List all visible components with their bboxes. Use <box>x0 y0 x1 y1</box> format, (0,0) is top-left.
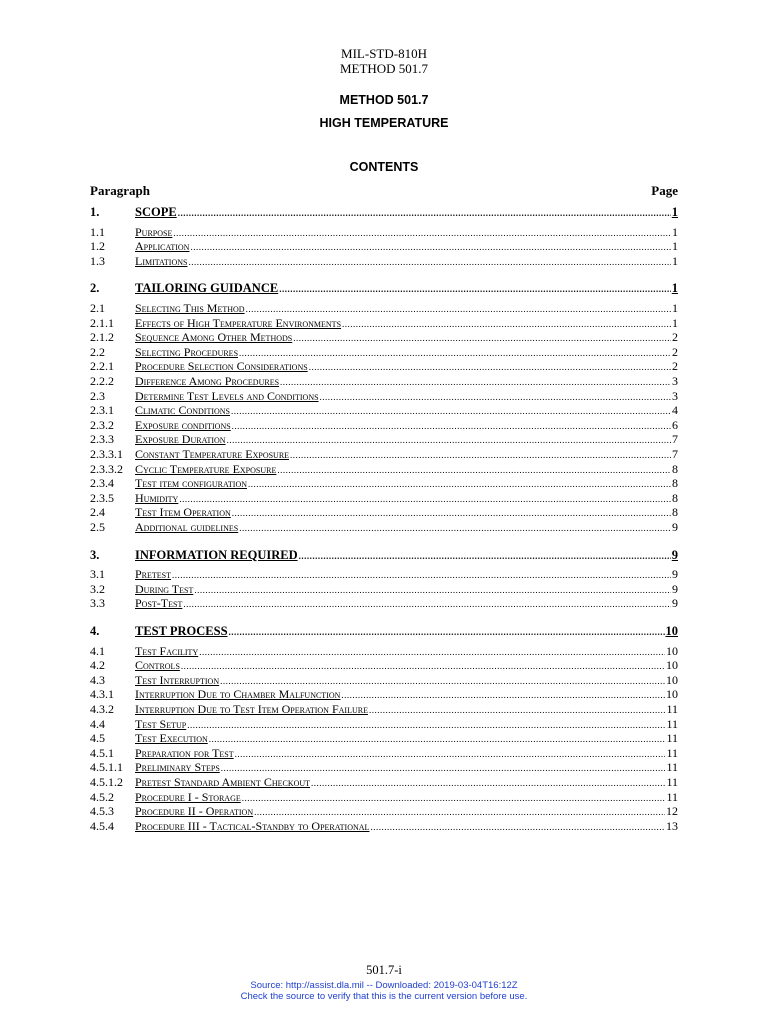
toc-entry-page: 11 <box>666 789 678 804</box>
toc-entry[interactable] <box>90 316 678 331</box>
toc-entry[interactable] <box>90 644 678 659</box>
document-header <box>0 46 768 76</box>
toc-entry-number: 4.3.1 <box>90 687 114 702</box>
toc-entry[interactable] <box>90 702 678 717</box>
toc-entry-title[interactable]: Additional guidelines <box>135 520 239 534</box>
toc-entry-title[interactable]: Sequence Among Other Methods <box>135 330 293 345</box>
toc-entry-title[interactable]: Test item configuration <box>135 476 247 491</box>
toc-entry-page: 2 <box>672 359 678 374</box>
toc-entry-number: 4. <box>90 624 100 638</box>
toc-entry-page: 9 <box>672 581 678 596</box>
toc-entry-page: 13 <box>666 818 678 833</box>
toc-entry-page: 8 <box>672 490 678 505</box>
toc-entry-number: 4.3.2 <box>90 702 114 716</box>
toc-entry-page: 7 <box>672 447 678 461</box>
toc-entry[interactable] <box>90 281 678 296</box>
toc-entry-number: 4.5.1.2 <box>90 775 123 789</box>
toc-entry-number: 2.3.3 <box>90 432 114 447</box>
toc-entry-title[interactable]: During Test <box>135 581 194 596</box>
toc-entry[interactable] <box>90 254 678 269</box>
toc-entry-number: 2. <box>90 281 100 296</box>
toc-entry-page: 1 <box>671 205 678 219</box>
verify-line: Check the source to verify that this is the current version before use. <box>240 991 528 1002</box>
toc-entry-number: 2.4 <box>90 505 105 520</box>
toc-entry-title[interactable]: Purpose <box>135 224 173 239</box>
toc-entry-title[interactable]: TAILORING GUIDANCE <box>135 281 279 296</box>
dot-leader <box>188 255 671 270</box>
toc-entry-page: 2 <box>672 330 678 345</box>
toc-entry-number: 4.5 <box>90 731 105 746</box>
toc-entry-number: 4.5.2 <box>90 789 114 804</box>
toc-entry-number: 1.3 <box>90 253 105 268</box>
toc-entry[interactable] <box>90 731 678 746</box>
toc-entry-number: 2.3.5 <box>90 490 114 505</box>
toc-entry-page: 6 <box>672 417 678 432</box>
toc-entry-number: 2.2.1 <box>90 359 114 374</box>
toc-entry-page: 11 <box>666 716 678 731</box>
toc-entry-title[interactable]: SCOPE <box>135 205 177 219</box>
standard-id: MIL-STD-810H <box>341 46 427 61</box>
toc-entry-title[interactable]: Post-Test <box>135 596 183 611</box>
toc-entry[interactable] <box>90 225 678 240</box>
toc-entry-number: 1.2 <box>90 239 105 254</box>
toc-entry-number: 1.1 <box>90 224 105 239</box>
toc-entry[interactable] <box>90 775 678 790</box>
toc-entry-number: 1. <box>90 205 100 219</box>
toc-entry-page: 2 <box>672 344 678 359</box>
page-number: 501.7-i <box>366 963 402 977</box>
dot-leader <box>183 597 671 612</box>
toc-entry-number: 2.5 <box>90 520 105 534</box>
toc-entry-title[interactable]: Application <box>135 239 190 254</box>
toc-entry-number: 4.5.4 <box>90 818 114 833</box>
toc-entry-page: 11 <box>666 745 678 760</box>
toc-entry-title[interactable]: Interruption Due to Test Item Operation Failure <box>135 702 368 716</box>
toc-entry[interactable] <box>90 548 678 563</box>
toc-entry-number: 2.3 <box>90 388 105 403</box>
toc-entry-title[interactable]: Pretest Standard Ambient Checkout <box>135 775 311 789</box>
toc-entry-page: 9 <box>671 547 678 562</box>
toc-entry-title[interactable]: Exposure conditions <box>135 417 231 432</box>
dot-leader <box>299 549 671 564</box>
subject-title: HIGH TEMPERATURE <box>319 116 449 130</box>
toc-entry[interactable] <box>90 491 678 506</box>
toc-entry[interactable] <box>90 239 678 254</box>
toc-entry-number: 4.5.1 <box>90 745 114 760</box>
toc-entry[interactable] <box>90 205 678 220</box>
toc-entry[interactable] <box>90 819 678 834</box>
toc-entry-title[interactable]: Effects of High Temperature Environments <box>135 315 342 330</box>
toc-entry-title[interactable]: Selecting This Method <box>135 301 245 315</box>
toc-entry-title[interactable]: Procedure Selection Considerations <box>135 359 308 374</box>
dot-leader <box>229 625 665 640</box>
toc-entry-number: 3. <box>90 547 100 562</box>
toc-entry[interactable] <box>90 432 678 447</box>
toc-entry[interactable] <box>90 505 678 520</box>
toc-entry-number: 2.3.3.1 <box>90 447 123 461</box>
toc-entry-number: 2.2.2 <box>90 374 114 388</box>
toc-entry-page: 10 <box>666 643 678 658</box>
toc-entry-number: 2.3.3.2 <box>90 461 123 476</box>
toc-entry-number: 2.3.4 <box>90 476 114 491</box>
toc-entry-number: 4.1 <box>90 643 105 658</box>
toc-entry-title[interactable]: Test Interruption <box>135 672 220 687</box>
toc-entry-number: 2.1.2 <box>90 330 114 345</box>
toc-entry-page: 9 <box>672 567 678 582</box>
toc-entry[interactable] <box>90 520 678 535</box>
method-title: METHOD 501.7 <box>339 93 429 107</box>
toc-entry-page: 1 <box>672 301 678 315</box>
contents-heading: CONTENTS <box>349 160 419 174</box>
toc-entry-number: 3.2 <box>90 581 105 596</box>
toc-entry-title[interactable]: TEST PROCESS <box>135 624 228 638</box>
toc-entry-title[interactable]: Pretest <box>135 567 172 582</box>
toc-entry-page: 1 <box>672 224 678 239</box>
toc-entry-page: 10 <box>666 687 678 702</box>
toc-entry-page: 12 <box>666 804 678 819</box>
toc-entry-page: 1 <box>672 253 678 268</box>
toc-entry-page: 10 <box>666 658 678 673</box>
toc-entry-number: 2.1 <box>90 301 105 315</box>
toc-entry-page: 4 <box>672 403 678 418</box>
toc-entry[interactable] <box>90 624 678 639</box>
toc-entry[interactable] <box>90 658 678 673</box>
toc-entry[interactable] <box>90 345 678 360</box>
dot-leader <box>370 820 665 835</box>
toc-entry-page: 11 <box>666 760 678 775</box>
toc-entry-page: 10 <box>665 624 678 638</box>
toc-entry-title[interactable]: Humidity <box>135 490 179 505</box>
toc-entry-title[interactable]: Test Item Operation <box>135 505 231 520</box>
toc-entry[interactable] <box>90 717 678 732</box>
source-line: Source: http://assist.dla.mil -- Downloaded: 2019-03-04T16:12Z <box>250 980 518 991</box>
toc-entry-page: 1 <box>672 239 678 254</box>
toc-entry-title[interactable]: Procedure II - Operation <box>135 804 254 819</box>
toc-entry-number: 2.3.2 <box>90 417 114 432</box>
toc-entry-page: 8 <box>672 461 678 476</box>
toc-entry-number: 4.3 <box>90 672 105 687</box>
toc-entry-number: 4.2 <box>90 658 105 673</box>
toc-entry[interactable] <box>90 301 678 316</box>
toc-entry-page: 11 <box>666 731 678 746</box>
toc-entry[interactable] <box>90 418 678 433</box>
toc-entry-title[interactable]: Test Setup <box>135 716 187 731</box>
toc-entry[interactable] <box>90 389 678 404</box>
dot-leader <box>178 206 671 221</box>
toc-entry-title[interactable]: Preparation for Test <box>135 745 234 760</box>
toc-entry-number: 3.3 <box>90 596 105 611</box>
toc-entry-page: 9 <box>672 520 678 534</box>
toc-entry-title[interactable]: Preliminary Steps <box>135 760 220 775</box>
toc-entry[interactable] <box>90 804 678 819</box>
toc-entry[interactable] <box>90 476 678 491</box>
toc-entry-page: 11 <box>666 775 678 789</box>
toc-entry-number: 2.1.1 <box>90 315 114 330</box>
dot-leader <box>279 282 671 297</box>
toc-entry-page: 7 <box>672 432 678 447</box>
toc-entry-number: 4.5.1.1 <box>90 760 123 775</box>
toc-entry[interactable] <box>90 596 678 611</box>
toc-entry[interactable] <box>90 447 678 462</box>
toc-entry[interactable] <box>90 746 678 761</box>
toc-entry-page: 1 <box>671 281 678 296</box>
toc-entry[interactable] <box>90 330 678 345</box>
toc-entry-number: 3.1 <box>90 567 105 582</box>
paragraph-column-header: Paragraph <box>90 183 150 198</box>
toc-entry-title[interactable]: Climatic Conditions <box>135 403 230 418</box>
toc-entry-title[interactable]: Test Facility <box>135 643 199 658</box>
toc-entry-title[interactable]: Cyclic Temperature Exposure <box>135 461 277 476</box>
toc-entry[interactable] <box>90 374 678 389</box>
toc-entry-page: 1 <box>672 315 678 330</box>
toc-entry[interactable] <box>90 673 678 688</box>
method-id: METHOD 501.7 <box>339 61 429 76</box>
toc-entry-number: 2.3.1 <box>90 403 114 418</box>
toc-entry-page: 3 <box>672 374 678 388</box>
toc-entry[interactable] <box>90 760 678 775</box>
dot-leader <box>239 521 671 536</box>
toc-entry-title[interactable]: Determine Test Levels and Conditions <box>135 388 319 403</box>
toc-entry-title[interactable]: Limitations <box>135 253 188 268</box>
toc-entry[interactable] <box>90 359 678 374</box>
toc-entry-page: 11 <box>666 702 678 716</box>
toc-entry-title[interactable]: Selecting Procedures <box>135 344 239 359</box>
toc-entry[interactable] <box>90 462 678 477</box>
page-column-header: Page <box>651 183 678 198</box>
toc-entry-number: 4.5.3 <box>90 804 114 819</box>
toc-entry-title[interactable]: Interruption Due to Chamber Malfunction <box>135 687 341 702</box>
toc-entry-title[interactable]: Procedure I - Storage <box>135 789 241 804</box>
toc-entry-page: 10 <box>666 672 678 687</box>
toc-entry[interactable] <box>90 567 678 582</box>
toc-entry-title[interactable]: Test Execution <box>135 731 208 746</box>
toc-entry-page: 8 <box>672 476 678 491</box>
toc-entry[interactable] <box>90 403 678 418</box>
toc-entry-title[interactable]: Exposure Duration <box>135 432 226 447</box>
toc-entry-title[interactable]: Constant Temperature Exposure <box>135 447 290 461</box>
toc-entry[interactable] <box>90 790 678 805</box>
toc-entry-title[interactable]: Difference Among Procedures <box>135 374 280 388</box>
toc-entry-title[interactable]: Procedure III - Tactical-Standby to Operational <box>135 818 370 833</box>
toc-entry[interactable] <box>90 582 678 597</box>
toc-entry-page: 9 <box>672 596 678 611</box>
toc-entry-number: 2.2 <box>90 344 105 359</box>
toc-entry-title[interactable]: INFORMATION REQUIRED <box>135 547 298 562</box>
toc-entry-page: 3 <box>672 388 678 403</box>
toc-entry-title[interactable]: Controls <box>135 658 180 673</box>
toc-entry-page: 8 <box>672 505 678 520</box>
toc-entry[interactable] <box>90 687 678 702</box>
toc-entry-number: 4.4 <box>90 716 105 731</box>
